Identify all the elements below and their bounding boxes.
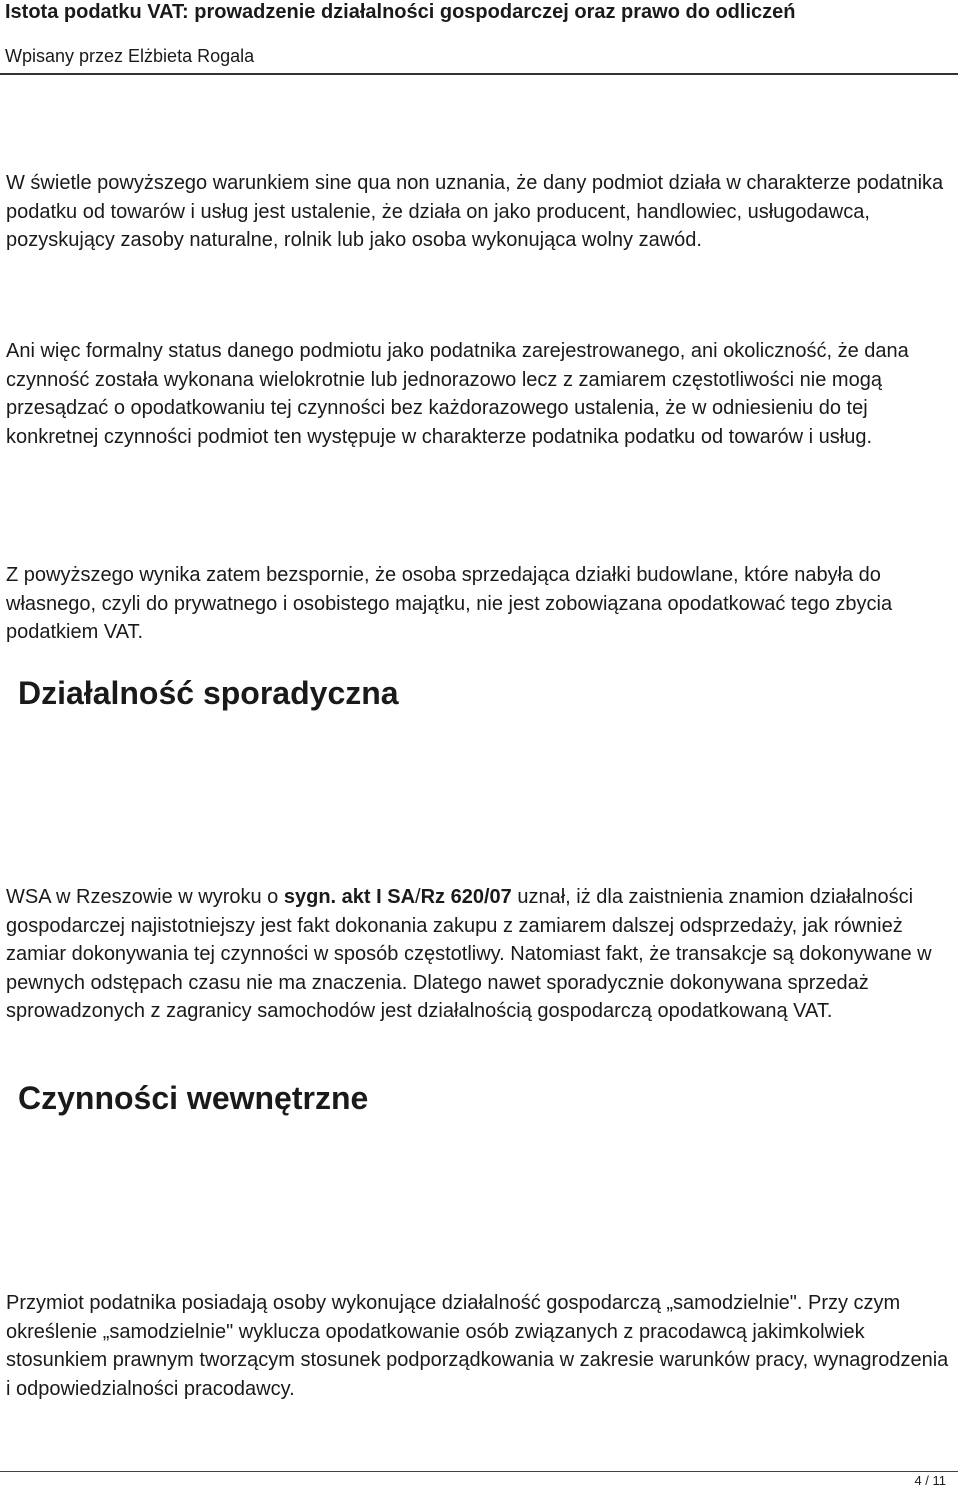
author-line: Wpisany przez Elżbieta Rogala bbox=[5, 46, 255, 66]
document-title: Istota podatku VAT: prowadzenie działalności gospodarczej oraz prawo do odliczeń bbox=[5, 1, 796, 23]
section-heading-sporadic-activity: Działalność sporadyczna bbox=[18, 675, 399, 711]
section-heading-internal-activities: Czynności wewnętrzne bbox=[18, 1080, 369, 1116]
ruling-text-part: / bbox=[415, 886, 421, 908]
footer-divider bbox=[0, 1471, 958, 1472]
paragraph-court-ruling bbox=[6, 883, 956, 1026]
page-number: 4 / 11 bbox=[914, 1473, 946, 1488]
ruling-text-part: WSA w Rzeszowie w wyroku o bbox=[6, 886, 284, 908]
paragraph-independence: Przymiot podatnika posiadają osoby wykonujące działalność gospodarczą „samodzielnie". Przy czym określenie „samodzielnie" wyklucza opodatkowanie osób związanych z pracodawcą jakimkolwiek stosunkiem prawnym tworzącym stosunek podporządkowania w zakresie warunków pracy, wynagrodzenia i odpowiedzialności pracodawcy. bbox=[6, 1292, 949, 1400]
header-divider bbox=[0, 73, 958, 75]
paragraph-plot-sale: Z powyższego wynika zatem bezspornie, że osoba sprzedająca działki budowlane, które nabyła do własnego, czyli do prywatnego i osobistego majątku, nie jest zobowiązana opodatkować tego zbycia podatkiem VAT. bbox=[6, 564, 893, 643]
paragraph-formal-status: Ani więc formalny status danego podmiotu jako podatnika zarejestrowanego, ani okoliczność, że dana czynność została wykonana wielokrotnie lub jednorazowo lecz z zamiarem częstotliwości nie mogą przesądzać o opodatkowaniu tej czynności bez każdorazowego ustalenia, że w odniesieniu do tej konkretnej czynności podmiot ten występuje w charakterze podatnika podatku od towarów i usług. bbox=[6, 340, 909, 448]
paragraph-taxpayer-conditions: W świetle powyższego warunkiem sine qua non uznania, że dany podmiot działa w charakterze podatnika podatku od towarów i usług jest ustalenie, że działa on jako producent, handlowiec, usługodawca, pozyskujący zasoby naturalne, rolnik lub jako osoba wykonująca wolny zawód. bbox=[6, 172, 944, 251]
ruling-text-part: uznał, iż dla zaistnienia znamion działalności gospodarczej najistotniejszy jest fakt dokonania zakupu z zamiarem dalszej odsprzedaży, jak również zamiar dokonywania tej czynności w sposób częstotliwy. Natomiast fakt, że transakcje są dokonywane w pewnych odstępach czasu nie ma znaczenia. Dlatego nawet sporadycznie dokonywana sprzedaż sprowadzonych z zagranicy samochodów jest działalnością gospodarczą opodatkowaną VAT. bbox=[6, 886, 932, 1022]
ruling-signature-bold: akt I SA bbox=[341, 886, 416, 908]
ruling-signature-bold: Rz 620/07 bbox=[420, 886, 512, 908]
ruling-signature-bold: sygn. bbox=[283, 886, 337, 908]
